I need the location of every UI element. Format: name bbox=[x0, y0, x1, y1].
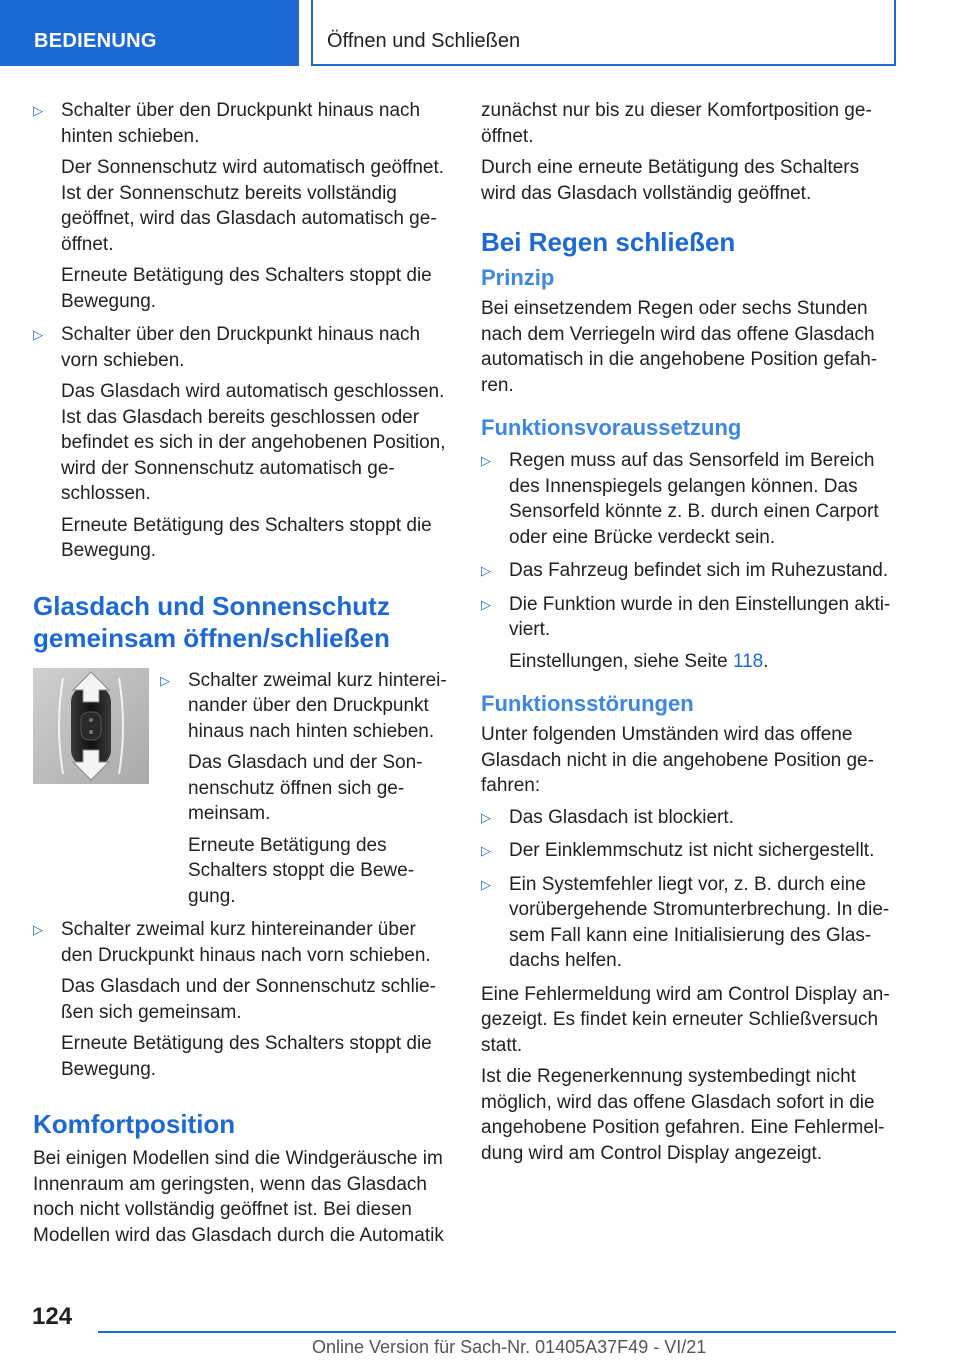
settings-reference: Einstellungen, siehe Seite 118. bbox=[509, 650, 769, 672]
bullet-list-combined-open bbox=[160, 668, 448, 910]
page-number: 124 bbox=[32, 1303, 73, 1330]
triangle-bullet-icon: ▷ bbox=[481, 876, 491, 892]
subheading-funktionsstoerungen: Funktionsstörungen bbox=[481, 691, 694, 716]
triangle-bullet-icon: ▷ bbox=[481, 596, 491, 612]
section-heading-combined: Glasdach und Sonnenschutz gemeinsam öffnen/schließen bbox=[33, 590, 390, 653]
glass-roof-switch-image bbox=[33, 668, 149, 784]
triangle-bullet-icon: ▷ bbox=[481, 563, 491, 578]
page-link-118[interactable]: 118 bbox=[732, 650, 764, 672]
bullet-list-slide-switch bbox=[33, 98, 448, 564]
section-heading-regen: Bei Regen schließen bbox=[481, 227, 736, 257]
paragraph: zunächst nur bis zu dieser Komfortposition geöffnet. bbox=[481, 100, 872, 147]
section-tab bbox=[0, 0, 299, 66]
chapter-tab bbox=[311, 0, 896, 66]
triangle-bullet-icon: ▷ bbox=[481, 843, 491, 858]
paragraph-funktionsstoerungen: Unter folgenden Umständen wird das offene Glasdach nicht in die angehobene Position gefahren: bbox=[481, 724, 874, 796]
paragraph: Eine Fehlermeldung wird am Control Display angezeigt. Es findet kein erneuter Schließversuch statt. bbox=[481, 983, 890, 1056]
section-heading-komfort: Komfortposition bbox=[33, 1109, 236, 1139]
left-column bbox=[33, 98, 448, 1254]
list-item: ▷ Schalter zweimal kurz hintereinander über den Druckpunkt hinaus nach hinten schieben. Das Glasdach und der Sonnenschutz öffnen sich gemeinsam. Erneute Betätigung des Schalters stoppt die Bewegung. bbox=[160, 669, 447, 907]
paragraph-prinzip: Bei einsetzendem Regen oder sechs Stunden nach dem Verriegeln wird das offene Glasdach automatisch in die angehobene Position gefahren. bbox=[481, 298, 878, 396]
list-item: ▷ Schalter über den Druckpunkt hinaus nach vorn schieben. Das Glasdach wird automatisch geschlossen. Ist das Glasdach bereits geschlossen oder befindet es sich in der angehobenen Position, wird der Sonnenschutz automatisch geschlossen. Erneute Betätigung des Schalters stoppt die Bewegung. bbox=[33, 324, 446, 561]
list-item: ▷ Regen muss auf das Sensorfeld im Bereich des Innenspiegels gelangen können. Das Sensorfeld könnte z. B. durch einen Carport oder eine Brücke verdeckt sein. bbox=[481, 450, 879, 548]
bullet-list-malfunctions bbox=[481, 805, 896, 974]
subheading-prinzip: Prinzip bbox=[481, 265, 555, 290]
paragraph: Ist die Regenerkennung systembedingt nicht möglich, wird das offene Glasdach sofort in die angehobene Position gefahren. Eine Fehlermeldung wird am Control Display angezeigt. bbox=[481, 1066, 885, 1164]
list-item: ▷ Das Fahrzeug befindet sich im Ruhezustand. bbox=[481, 558, 896, 584]
section-title: BEDIENUNG bbox=[34, 30, 157, 52]
footer-version: Online Version für Sach-Nr. 01405A37F49 - VI/21 bbox=[312, 1337, 707, 1357]
list-item: ▷ Ein Systemfehler liegt vor, z. B. durch eine vorübergehende Stromunterbrechung. In diesem Fall kann eine Initialisierung des Glasdachs helfen. bbox=[481, 873, 890, 971]
subheading-funktionsvoraussetzung: Funktionsvoraussetzung bbox=[481, 415, 742, 440]
triangle-bullet-icon: ▷ bbox=[33, 103, 43, 118]
chapter-title: Öffnen und Schließen bbox=[327, 30, 521, 52]
triangle-bullet-icon: ▷ bbox=[481, 453, 491, 468]
footer-divider bbox=[98, 1331, 896, 1333]
triangle-bullet-icon: ▷ bbox=[33, 922, 43, 937]
right-column bbox=[481, 98, 896, 1172]
paragraph-komfort: Bei einigen Modellen sind die Windgeräusche im Innenraum am geringsten, wenn das Glasdach noch nicht vollständig geöffnet ist. Bei diesen Modellen wird das Glasdach durch die Automatik bbox=[33, 1148, 444, 1246]
list-item: ▷ Das Glasdach ist blockiert. bbox=[481, 805, 896, 831]
triangle-bullet-icon: ▷ bbox=[481, 809, 491, 825]
paragraph: Durch eine erneute Betätigung des Schalters wird das Glasdach vollständig geöffnet. bbox=[481, 157, 860, 204]
list-item: ▷ Schalter über den Druckpunkt hinaus nach hinten schieben. Der Sonnenschutz wird automatisch geöffnet. Ist der Sonnenschutz bereits vollständig geöffnet, wird das Glasdach automatisch geöffnet. Erneute Betätigung des Schalters stoppt die Bewegung. bbox=[33, 100, 445, 312]
triangle-bullet-icon: ▷ bbox=[33, 327, 43, 342]
switch-illustration-block bbox=[33, 668, 448, 910]
bullet-list-requirements bbox=[481, 448, 896, 674]
list-item: ▷ Die Funktion wurde in den Einstellungen aktiviert. Einstellungen, siehe Seite 118. bbox=[481, 592, 896, 675]
triangle-bullet-icon: ▷ bbox=[160, 672, 170, 688]
page-header bbox=[0, 0, 960, 66]
list-item: ▷ Schalter zweimal kurz hintereinander über den Druckpunkt hinaus nach vorn schieben. Das Glasdach und der Sonnenschutz schließen sich gemeinsam. Erneute Betätigung des Schalters stoppt die Bewegung. bbox=[33, 919, 436, 1080]
list-item: ▷ Der Einklemmschutz ist nicht sichergestellt. bbox=[481, 838, 896, 864]
bullet-list-combined-close bbox=[33, 917, 448, 1082]
